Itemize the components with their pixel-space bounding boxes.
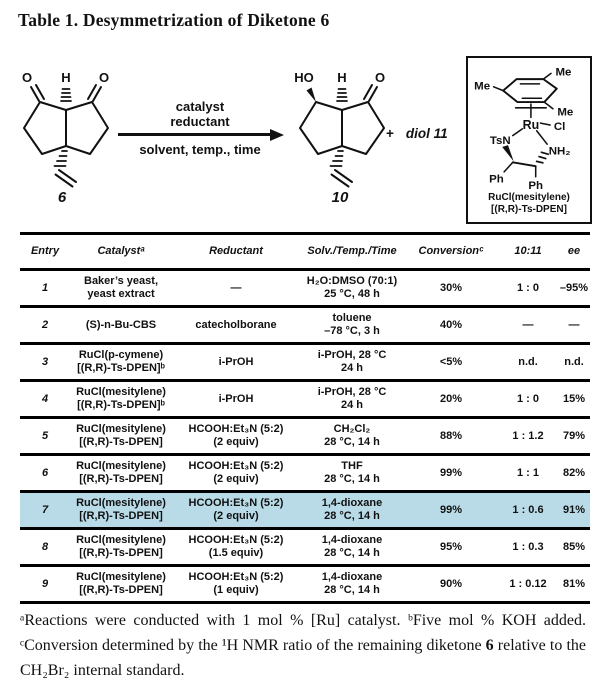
cell-solv-temp-time xyxy=(300,381,404,418)
cell-line: RuCl(mesitylene) xyxy=(76,386,166,398)
cell-line: RuCl(mesitylene) xyxy=(76,497,166,509)
cell-reductant xyxy=(172,270,300,307)
cell-catalyst xyxy=(70,307,172,344)
cell-line: 28 °C, 14 h xyxy=(324,436,380,448)
methyl-label: Me xyxy=(474,80,491,93)
cell-reductant xyxy=(172,381,300,418)
cell-ee: 82% xyxy=(562,466,586,479)
cell-solv-temp-time xyxy=(300,307,404,344)
cell-line: –78 °C, 3 h xyxy=(324,325,380,337)
table-row xyxy=(20,344,590,381)
cell-line: THF xyxy=(341,460,363,472)
oxygen-label: O xyxy=(374,70,386,85)
cell-ee: 81% xyxy=(562,577,586,590)
diketone-6-structure xyxy=(14,70,119,218)
cell-catalyst xyxy=(70,492,172,529)
amine-label: NH₂ xyxy=(548,145,571,158)
oxygen-label: O xyxy=(98,70,110,85)
table-row xyxy=(20,418,590,455)
table-row xyxy=(20,270,590,307)
catalyst-caption-line2: [(R,R)-Ts-DPEN] xyxy=(491,204,567,215)
footnote-text: ᵃReactions were conducted with 1 mol % [Ru] catalyst. ᵇFive mol % KOH added. ᶜConversion determined by the ¹H NMR ratio of the remaining diketone xyxy=(20,612,586,654)
cell-entry: 6 xyxy=(41,466,49,479)
table-title: Table 1. Desymmetrization of Diketone 6 xyxy=(18,10,330,30)
cell-line: (S)-n-Bu-CBS xyxy=(85,318,157,331)
tosylamide-label: TsN xyxy=(489,135,511,148)
compound-10-label: 10 xyxy=(331,189,349,206)
product-10-structure xyxy=(284,70,399,218)
cell-line: toluene xyxy=(332,312,372,324)
header-conversion: Conversionᶜ xyxy=(418,245,484,257)
cell-line: CH₂Cl₂ xyxy=(333,423,371,435)
cell-solv-temp-time xyxy=(300,566,404,603)
cell-catalyst xyxy=(70,344,172,381)
results-table xyxy=(20,232,590,604)
cell-ee: n.d. xyxy=(564,355,584,368)
cell-line: 28 °C, 14 h xyxy=(324,510,380,522)
cell-line: [(R,R)-Ts-DPEN]ᵇ xyxy=(77,399,165,411)
cell-ee: 91% xyxy=(562,503,586,516)
cell-line: (2 equiv) xyxy=(213,473,259,485)
cell-line: (2 equiv) xyxy=(213,436,259,448)
oxygen-label: O xyxy=(21,70,33,85)
cell-solv-temp-time xyxy=(300,455,404,492)
reaction-arrow-head xyxy=(270,129,284,141)
table-header-row xyxy=(20,234,590,270)
cell-ratio-10-11: — xyxy=(522,318,534,331)
cell-entry: 2 xyxy=(41,318,49,331)
cell-reductant xyxy=(172,418,300,455)
cell-line: [(R,R)-Ts-DPEN] xyxy=(79,584,163,596)
header-ee: ee xyxy=(567,245,581,257)
cell-solv-temp-time xyxy=(300,270,404,307)
cell-reductant xyxy=(172,566,300,603)
cell-conversion: 99% xyxy=(439,503,463,516)
cell-conversion: 20% xyxy=(439,392,463,405)
cell-line: 28 °C, 14 h xyxy=(324,473,380,485)
footnote-compound-6: 6 xyxy=(485,637,494,654)
cell-line: HCOOH:Et₃N (5:2) xyxy=(188,497,284,509)
hydrogen-label: H xyxy=(61,70,71,85)
cell-line: 28 °C, 14 h xyxy=(324,547,380,559)
cell-reductant xyxy=(172,344,300,381)
cell-line: — xyxy=(230,281,242,294)
cell-line: 1,4-dioxane xyxy=(321,571,383,583)
cell-ee: –95% xyxy=(559,281,589,294)
cell-line: 25 °C, 48 h xyxy=(324,288,380,300)
phenyl-label: Ph xyxy=(528,180,544,192)
cell-conversion: 90% xyxy=(439,577,463,590)
cell-line: [(R,R)-Ts-DPEN] xyxy=(79,547,163,559)
cell-line: (1 equiv) xyxy=(213,584,259,596)
cell-ratio-10-11: 1 : 0 xyxy=(516,281,539,294)
cell-line: 24 h xyxy=(340,362,363,374)
header-catalyst: Catalystᵃ xyxy=(97,245,145,257)
cell-catalyst xyxy=(70,455,172,492)
methyl-label: Me xyxy=(555,66,572,79)
header-ratio-10-11: 10:11 xyxy=(514,245,542,257)
cell-line: RuCl(mesitylene) xyxy=(76,534,166,546)
cell-line: i-PrOH xyxy=(218,392,254,405)
results-table-body xyxy=(20,270,590,603)
methyl-label: Me xyxy=(557,106,574,119)
cell-line: yeast extract xyxy=(87,288,155,300)
cell-ratio-10-11: 1 : 0.6 xyxy=(512,503,544,516)
cell-reductant xyxy=(172,529,300,566)
cell-ratio-10-11: 1 : 0.12 xyxy=(509,577,547,590)
cell-catalyst xyxy=(70,529,172,566)
cell-line: i-PrOH, 28 °C xyxy=(317,386,387,398)
cell-entry: 1 xyxy=(41,281,49,294)
footnote-text: relative to the CH₂Br₂ internal standard. xyxy=(20,637,586,679)
phenyl-label: Ph xyxy=(489,173,504,186)
cell-line: 28 °C, 14 h xyxy=(324,584,380,596)
cell-line: (2 equiv) xyxy=(213,510,259,522)
cell-conversion: 99% xyxy=(439,466,463,479)
cell-line: catecholborane xyxy=(195,318,277,331)
cell-catalyst xyxy=(70,270,172,307)
cell-entry: 4 xyxy=(41,392,49,405)
cell-ee: 15% xyxy=(562,392,586,405)
cell-catalyst xyxy=(70,566,172,603)
cell-ee: — xyxy=(568,318,580,331)
cell-solv-temp-time xyxy=(300,344,404,381)
cell-reductant xyxy=(172,455,300,492)
cell-line: Baker’s yeast, xyxy=(84,275,158,287)
cell-entry: 8 xyxy=(41,540,49,553)
cell-ee: 79% xyxy=(562,429,586,442)
cell-line: HCOOH:Et₃N (5:2) xyxy=(188,534,284,546)
cell-entry: 7 xyxy=(41,503,49,516)
condition-solvent: solvent, temp., time xyxy=(139,142,261,157)
cell-conversion: 40% xyxy=(439,318,463,331)
cell-ratio-10-11: 1 : 1 xyxy=(516,466,539,479)
catalyst-caption-line1: RuCl(mesitylene) xyxy=(488,192,570,203)
header-reductant: Reductant xyxy=(209,245,263,257)
cell-line: RuCl(mesitylene) xyxy=(76,460,166,472)
compound-6-label: 6 xyxy=(57,189,67,206)
cell-line: HCOOH:Et₃N (5:2) xyxy=(188,571,284,583)
cell-line: i-PrOH xyxy=(218,355,254,368)
cell-ratio-10-11: 1 : 0 xyxy=(516,392,539,405)
table-footnote xyxy=(20,608,586,683)
catalyst-structure-box xyxy=(466,56,592,224)
header-solv-temp-time: Solv./Temp./Time xyxy=(307,245,397,257)
cell-line: 1,4-dioxane xyxy=(321,497,383,509)
cell-ratio-10-11: 1 : 1.2 xyxy=(512,429,544,442)
condition-reductant: reductant xyxy=(170,114,230,129)
ruthenium-label: Ru xyxy=(522,117,540,132)
cell-catalyst xyxy=(70,418,172,455)
ru-catalyst-structure xyxy=(468,60,590,192)
table-row xyxy=(20,455,590,492)
cell-line: H₂O:DMSO (70:1) xyxy=(306,275,398,287)
table-row xyxy=(20,381,590,418)
cell-line: [(R,R)-Ts-DPEN] xyxy=(79,510,163,522)
chlorine-label: Cl xyxy=(553,120,566,133)
cell-line: [(R,R)-Ts-DPEN] xyxy=(79,436,163,448)
header-entry: Entry xyxy=(30,245,60,257)
cell-conversion: <5% xyxy=(439,355,463,368)
byproduct-diol-11: diol 11 xyxy=(405,126,448,141)
cell-ratio-10-11: 1 : 0.3 xyxy=(512,540,544,553)
cell-solv-temp-time xyxy=(300,418,404,455)
table-row xyxy=(20,529,590,566)
reaction-arrow xyxy=(118,133,274,136)
cell-conversion: 88% xyxy=(439,429,463,442)
cell-solv-temp-time xyxy=(300,492,404,529)
cell-line: HCOOH:Et₃N (5:2) xyxy=(188,460,284,472)
cell-ratio-10-11: n.d. xyxy=(518,355,538,368)
cell-reductant xyxy=(172,307,300,344)
plus-sign: + xyxy=(386,126,394,141)
hydroxyl-label: HO xyxy=(294,70,314,85)
cell-ee: 85% xyxy=(562,540,586,553)
cell-conversion: 95% xyxy=(439,540,463,553)
cell-line: [(R,R)-Ts-DPEN] xyxy=(79,473,163,485)
cell-catalyst xyxy=(70,381,172,418)
cell-solv-temp-time xyxy=(300,529,404,566)
cell-line: 1,4-dioxane xyxy=(321,534,383,546)
cell-line: HCOOH:Et₃N (5:2) xyxy=(188,423,284,435)
cell-line: RuCl(mesitylene) xyxy=(76,571,166,583)
cell-line: 24 h xyxy=(340,399,363,411)
table-row xyxy=(20,307,590,344)
cell-line: RuCl(mesitylene) xyxy=(76,423,166,435)
table-row xyxy=(20,492,590,529)
cell-entry: 3 xyxy=(41,355,49,368)
cell-conversion: 30% xyxy=(439,281,463,294)
condition-catalyst: catalyst xyxy=(175,99,225,114)
cell-reductant xyxy=(172,492,300,529)
cell-entry: 5 xyxy=(41,429,49,442)
hydrogen-label: H xyxy=(337,70,347,85)
cell-line: RuCl(p-cymene) xyxy=(78,349,164,361)
cell-line: i-PrOH, 28 °C xyxy=(317,349,387,361)
table-row xyxy=(20,566,590,603)
cell-line: [(R,R)-Ts-DPEN]ᵇ xyxy=(77,362,165,374)
cell-entry: 9 xyxy=(41,577,49,590)
cell-line: (1.5 equiv) xyxy=(208,547,264,559)
